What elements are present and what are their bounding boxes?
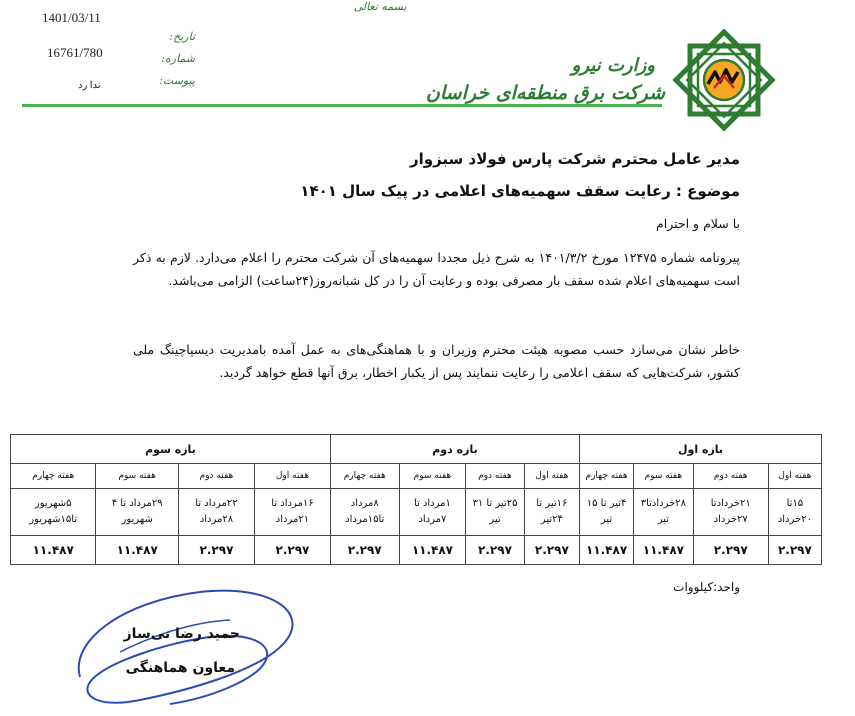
body-paragraph-1: پیرونامه شماره ۱۲۴۷۵ مورخ ۱۴۰۱/۳/۲ به شرح ذیل مجددا سهمیه‌های آن شرکت محترم را اعلام می‌دارد. لازم به ذکر است سهمیه‌های اعلام شده سقف بار مصرفی بوده و رعایت آن را در کل شبانه‌روز(۲۴ساعت) الزامی می‌باشد. <box>133 250 740 288</box>
date-range-cell: ۱۶تیر تا ۲۴تیر <box>524 489 579 536</box>
recipient-line: مدیر عامل محترم شرکت پارس فولاد سبزوار <box>409 150 740 168</box>
week-label: هفته سوم <box>96 464 179 489</box>
header-top-phrase: بسمه تعالی <box>353 0 407 13</box>
quota-value-cell: ۲.۲۹۷ <box>466 536 524 565</box>
date-range-row <box>11 489 822 536</box>
quota-value-cell: ۱۱.۴۸۷ <box>634 536 694 565</box>
date-range-cell: ۱مرداد تا ۷مرداد <box>399 489 466 536</box>
date-range-cell: ۲۱خردادتا ۲۷خرداد <box>693 489 768 536</box>
date-range-cell: ۸مرداد تا۱۵مرداد <box>330 489 399 536</box>
week-label: هفته اول <box>254 464 330 489</box>
week-label: هفته دوم <box>693 464 768 489</box>
letter-date: 1401/03/11 <box>42 10 101 25</box>
quota-value-cell: ۱۱.۴۸۷ <box>96 536 179 565</box>
quota-value-row <box>11 536 822 565</box>
letter-number: 16761/780 <box>47 45 103 60</box>
week-label: هفته چهارم <box>580 464 634 489</box>
week-header-row <box>11 464 822 489</box>
date-range-cell: ۱۶مرداد تا ۲۱مرداد <box>254 489 330 536</box>
quota-value-cell: ۲.۲۹۷ <box>693 536 768 565</box>
date-range-cell: ۲۲مرداد تا ۲۸مرداد <box>178 489 254 536</box>
company-name: شرکت برق منطقه‌ای خراسان <box>425 82 665 104</box>
quota-value-cell: ۲.۲۹۷ <box>178 536 254 565</box>
quota-table <box>10 434 822 565</box>
company-logo <box>668 24 780 136</box>
period-header-row <box>11 435 822 464</box>
date-range-cell: ۵شهریور تا۱۵شهریور <box>11 489 96 536</box>
header-divider <box>22 104 662 107</box>
week-label: هفته دوم <box>178 464 254 489</box>
week-label: هفته چهارم <box>11 464 96 489</box>
date-range-cell: ۲۹مرداد تا ۴ شهریور <box>96 489 179 536</box>
unit-label: واحد:کیلووات <box>673 580 740 594</box>
week-label: هفته سوم <box>634 464 694 489</box>
week-label: هفته دوم <box>466 464 524 489</box>
attachment-label: پیوست: <box>159 74 195 87</box>
quota-value-cell: ۲.۲۹۷ <box>768 536 821 565</box>
period-3-header: بازه سوم <box>11 435 331 464</box>
date-range-cell: ۴تیر تا ۱۵ تیر <box>580 489 634 536</box>
quota-value-cell: ۱۱.۴۸۷ <box>11 536 96 565</box>
body-paragraph-2: خاطر نشان می‌سازد حسب مصوبه هیئت محترم وزیران و با هماهنگی‌های به عمل آمده بامدیریت دیسپاچینگ ملی کشور، شرکت‌هایی که سقف اعلامی را رعایت ننمایند پس از یکبار اخطار، برق آنها قطع خواهد گردید. <box>133 342 740 380</box>
letter-attachment: ندا رد <box>78 80 101 91</box>
signature-scribble <box>60 582 320 712</box>
number-label: شماره: <box>161 52 195 65</box>
logo-star-icon <box>668 24 780 136</box>
date-range-cell: ۲۵تیر تا ۳۱ تیر <box>466 489 524 536</box>
greeting-line: با سلام و احترام <box>656 216 740 231</box>
period-1-header: بازه اول <box>580 435 822 464</box>
ministry-name: وزارت نیرو <box>571 55 655 76</box>
quota-value-cell: ۱۱.۴۸۷ <box>399 536 466 565</box>
quota-value-cell: ۲.۲۹۷ <box>524 536 579 565</box>
period-2-header: بازه دوم <box>330 435 579 464</box>
quota-value-cell: ۲.۲۹۷ <box>254 536 330 565</box>
quota-value-cell: ۲.۲۹۷ <box>330 536 399 565</box>
signer-title: معاون هماهنگی <box>125 660 235 676</box>
week-label: هفته اول <box>768 464 821 489</box>
signature-icon <box>60 582 320 712</box>
date-range-cell: ۱۵تا ۲۰خرداد <box>768 489 821 536</box>
week-label: هفته اول <box>524 464 579 489</box>
week-label: هفته سوم <box>399 464 466 489</box>
signer-name: حمید رضا نی‌ساز <box>123 626 240 642</box>
date-label: تاریخ: <box>169 30 195 43</box>
subject-line: موضوع : رعایت سقف سهمیه‌های اعلامی در پیک سال ۱۴۰۱ <box>300 182 740 200</box>
week-label: هفته چهارم <box>330 464 399 489</box>
date-range-cell: ۲۸خردادتا۳ تیر <box>634 489 694 536</box>
quota-value-cell: ۱۱.۴۸۷ <box>580 536 634 565</box>
